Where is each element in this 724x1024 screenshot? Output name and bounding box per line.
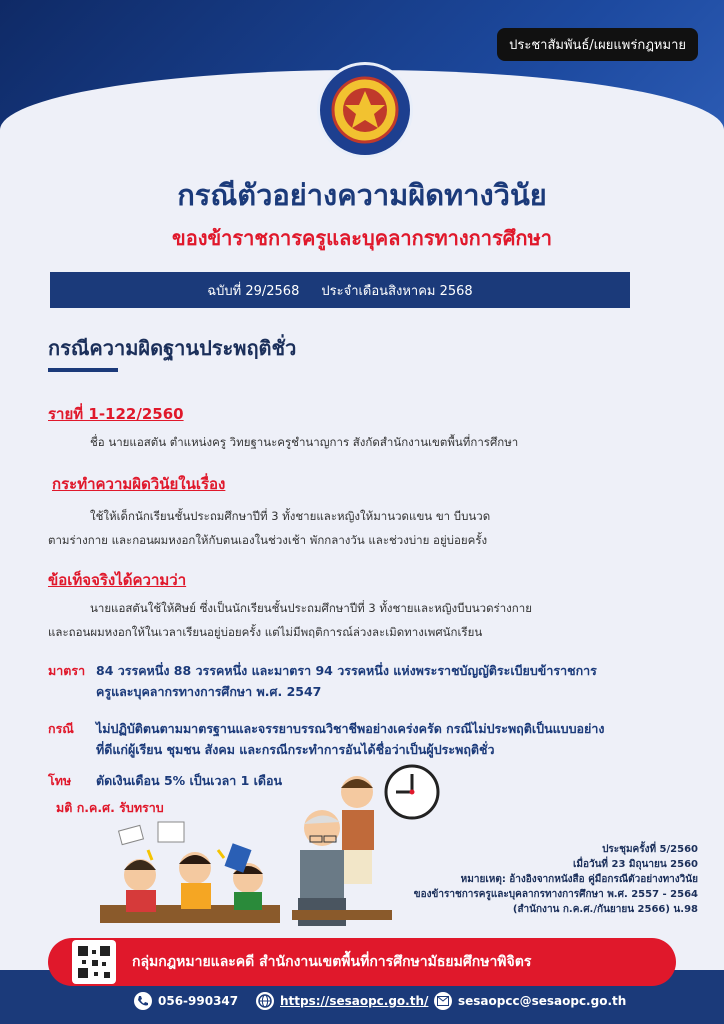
case-person-text [48,430,668,454]
act-line-2: ตามร่างกาย และกอนผมหงอกให้กับตนเองในช่วงเช้า พักกลางวัน และช่วงบ่าย อยู่บ่อยครั้ง [48,533,488,547]
fact-line-1: นายแอสตันใช้ให้ศิษย์ ซึ่งเป็นนักเรียนชั้นประถมศึกษาปีที่ 3 ทั้งชายและหญิงบีบนวดร่างกาย [90,601,532,615]
website-link[interactable]: https://sesaopc.go.th/ [280,994,429,1008]
case-id-heading: รายที่ 1-122/2560 [48,405,184,423]
ruling-section-line-1: 84 วรรคหนึ่ง 88 วรรคหนึ่ง และมาตรา 94 วรรคหนึ่ง แห่งพระราชบัญญัติระเบียบข้าราชการ [96,663,597,678]
issue-bar [50,272,630,308]
email-address: sesaopcc@sesaopc.go.th [458,994,627,1008]
category-tag: ประชาสัมพันธ์/เผยแพร่กฎหมาย [497,28,698,61]
page-subtitle: ของข้าราชการครูและบุคลากรทางการศึกษา [172,226,552,250]
act-heading: กระทำความผิดวินัยในเรื่อง [52,475,226,493]
ruling-case [48,718,678,760]
phone-number: 056-990347 [158,994,239,1008]
footer-org: กลุ่มกฎหมายและคดี สำนักงานเขตพื้นที่การศึกษามัธยมศึกษาพิจิตร [132,954,532,970]
meeting-line: ประชุมครั้งที่ 5/2560 [602,844,698,855]
ruling-key: มาตรา [48,663,86,678]
ruling-value [96,660,597,702]
meeting-line: (สำนักงาน ก.ค.ศ./กันยายน 2566) น.98 [512,904,698,915]
contact-phone[interactable] [134,990,238,1012]
email-icon [434,992,452,1010]
issue-month: ประจำเดือนสิงหาคม 2568 [321,283,473,299]
phone-icon [134,992,152,1010]
resolution-text: มติ ก.ค.ศ. รับทราบ [56,800,164,815]
heading-underline [48,368,118,372]
act-text [48,504,668,552]
contact-email[interactable] [434,990,626,1012]
page-title: กรณีตัวอย่างความผิดทางวินัย [177,178,547,212]
contact-website[interactable] [256,990,428,1012]
meeting-line: ของข้าราชการครูและบุคลากรทางการศึกษา พ.ศ. 2557 - 2564 [413,889,698,900]
ruling-key: โทษ [48,773,72,788]
ruling-section [48,660,678,702]
ruling-value [96,718,605,760]
ruling-section-line-2: ครูและบุคลากรทางการศึกษา พ.ศ. 2547 [96,684,322,699]
seal-emblem-icon [317,62,413,158]
fact-line-2: และถอนผมหงอกให้ในเวลาเรียนอยู่บ่อยครั้ง แต่ไม่มีพฤติการณ์ล่วงละเมิดทางเพศนักเรียน [48,625,483,639]
ruling-value: ตัดเงินเดือน 5% เป็นเวลา 1 เดือน [96,773,283,788]
ruling-key: กรณี [48,721,74,736]
qr-code-icon[interactable] [72,940,116,984]
case-type-heading: กรณีความผิดฐานประพฤติชั่ว [48,336,297,360]
issue-number: ฉบับที่ 29/2568 [207,283,300,299]
meeting-line: เมื่อวันที่ 23 มิถุนายน 2560 [572,859,698,870]
footer-bar [48,938,676,986]
clock-icon [384,764,440,820]
fact-text [48,596,668,644]
ruling-case-line-1: ไม่ปฏิบัติตนตามมาตรฐานและจรรยาบรรณวิชาชีพอย่างเคร่งครัด กรณีไม่ประพฤติเป็นแบบอย่าง [96,721,605,736]
fact-heading: ข้อเท็จจริงได้ความว่า [48,571,187,589]
children-illustration [100,820,290,935]
case-person: ชื่อ นายแอสตัน ตำแหน่งครู วิทยฐานะครูชำนาญการ สังกัดสำนักงานเขตพื้นที่การศึกษา [90,435,519,449]
meeting-note [398,842,698,917]
globe-icon [256,992,274,1010]
ruling-case-line-2: ที่ดีแก่ผู้เรียน ชุมชน สังคม และกรณีกระทำการอันได้ชื่อว่าเป็นผู้ประพฤติชั่ว [96,742,495,757]
meeting-line: หมายเหตุ: อ้างอิงจากหนังสือ คู่มือกรณีตัวอย่างทางวินัย [460,874,698,885]
act-line-1: ใช้ให้เด็กนักเรียนชั้นประถมศึกษาปีที่ 3 ทั้งชายและหญิงให้มานวดแขน ขา บีบนวด [90,509,491,523]
